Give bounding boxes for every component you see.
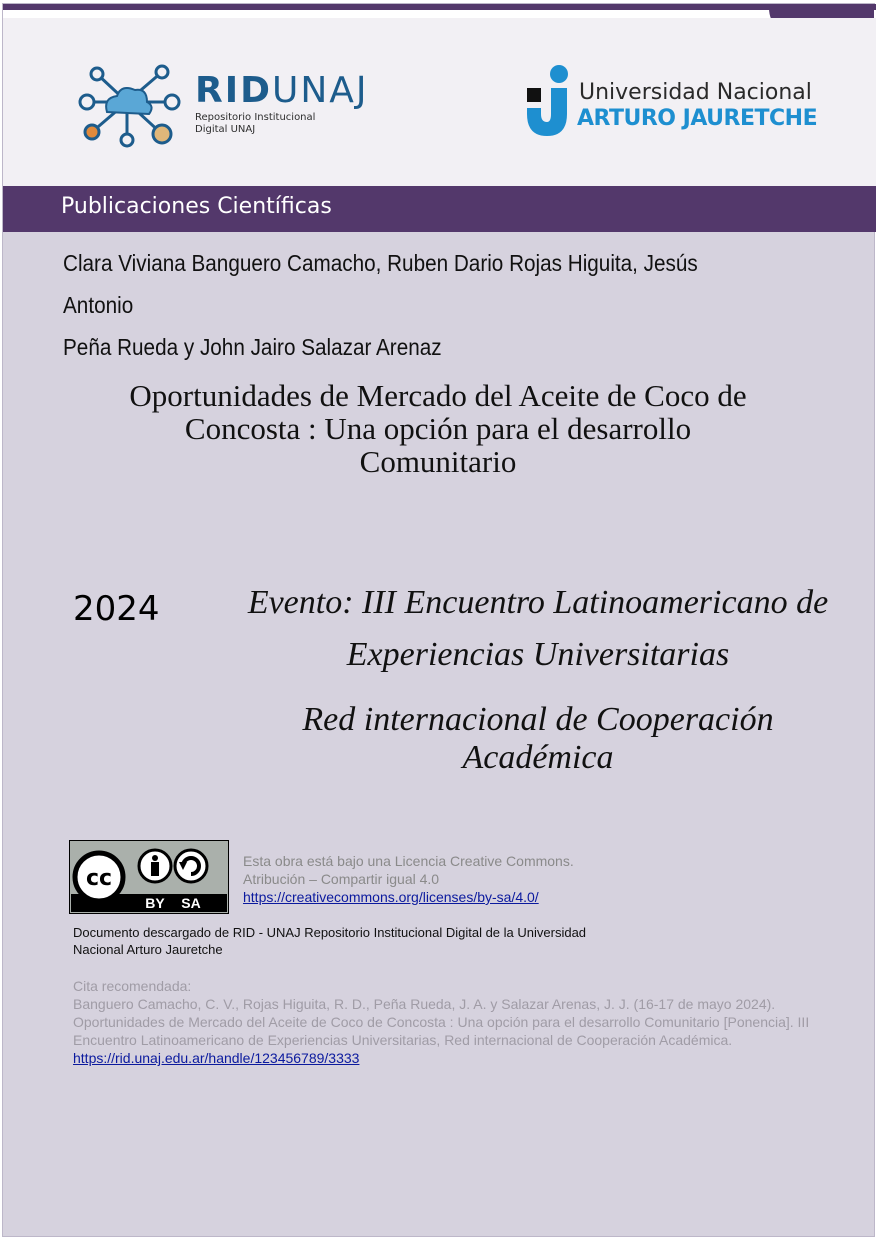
license-line1: Esta obra está bajo una Licencia Creative Commons. [243,853,574,869]
share-alike-icon [175,850,207,882]
authors-line: Peña Rueda y John Jairo Salazar Arenaz [63,334,442,360]
document-title [43,379,833,478]
unaj-name-line1: Universidad Nacional [579,80,812,105]
authors [63,242,747,368]
attribution-icon [139,850,171,882]
event-line: Evento: III Encuentro Latinoamericano de [247,584,829,621]
title-line: Comunitario [359,444,517,479]
rid-subtitle: Repositorio Institucional Digital UNAJ [195,112,316,135]
creative-commons-badge [69,840,229,914]
download-notice-line: Nacional Arturo Jauretche [73,942,223,957]
header-area [3,18,876,186]
download-notice-line: Documento descargado de RID - UNAJ Repositorio Institucional Digital de la Universidad [73,925,587,940]
document-page [2,3,875,1237]
cc-mark-text: cc [85,866,113,891]
event-line: Experiencias Universitarias [346,636,730,673]
event-name [228,577,848,681]
publication-year: 2024 [73,589,160,629]
creative-commons-icon [75,853,123,901]
top-edge [3,4,876,18]
top-purple-rule [3,4,876,10]
citation-link[interactable]: https://rid.unaj.edu.ar/handle/123456789/3333 [73,1050,360,1066]
license-line2: Atribución – Compartir igual 4.0 [243,871,440,887]
license-link[interactable]: https://creativecommons.org/licenses/by-sa/4.0/ [243,889,539,905]
section-label: Publicaciones Científicas [61,194,332,219]
sa-label: SA [181,895,201,911]
unaj-logo[interactable] [523,62,823,142]
title-line: Oportunidades de Mercado del Aceite de Coco de [129,378,747,413]
unaj-j-logo-icon [523,62,573,142]
unaj-name-line2: ARTURO JAURETCHE [577,106,818,131]
title-line: Concosta : Una opción para el desarrollo [184,411,692,446]
by-label: BY [145,895,165,911]
citation-body [73,995,813,1067]
network-name: Red internacional de Cooperación Académica [302,701,774,776]
section-band [3,186,876,232]
rid-logo[interactable] [67,62,377,152]
citation-text: Banguero Camacho, C. V., Rojas Higuita, R. D., Peña Rueda, J. A. y Salazar Arenas, J. J. (16-17 de mayo 2024). Oportunidades de Mercado del Aceite de Coco de Concosta : Una opción para el desarrollo Comunitario [Ponencia]. III Encuentro Latinoamericano de Experiencias Universitarias, Red internacional de Cooperación Académica. [73,996,810,1048]
download-notice [73,924,693,958]
citation-heading: Cita recomendada: [73,978,192,994]
license-text [243,852,574,906]
license-badge[interactable] [69,840,229,914]
authors-line: Clara Viviana Banguero Camacho, Ruben Dario Rojas Higuita, Jesús Antonio [63,250,698,318]
rid-network-cloud-icon [67,62,187,152]
citation [73,977,813,1067]
rid-wordmark: RIDUNAJ [195,70,369,111]
